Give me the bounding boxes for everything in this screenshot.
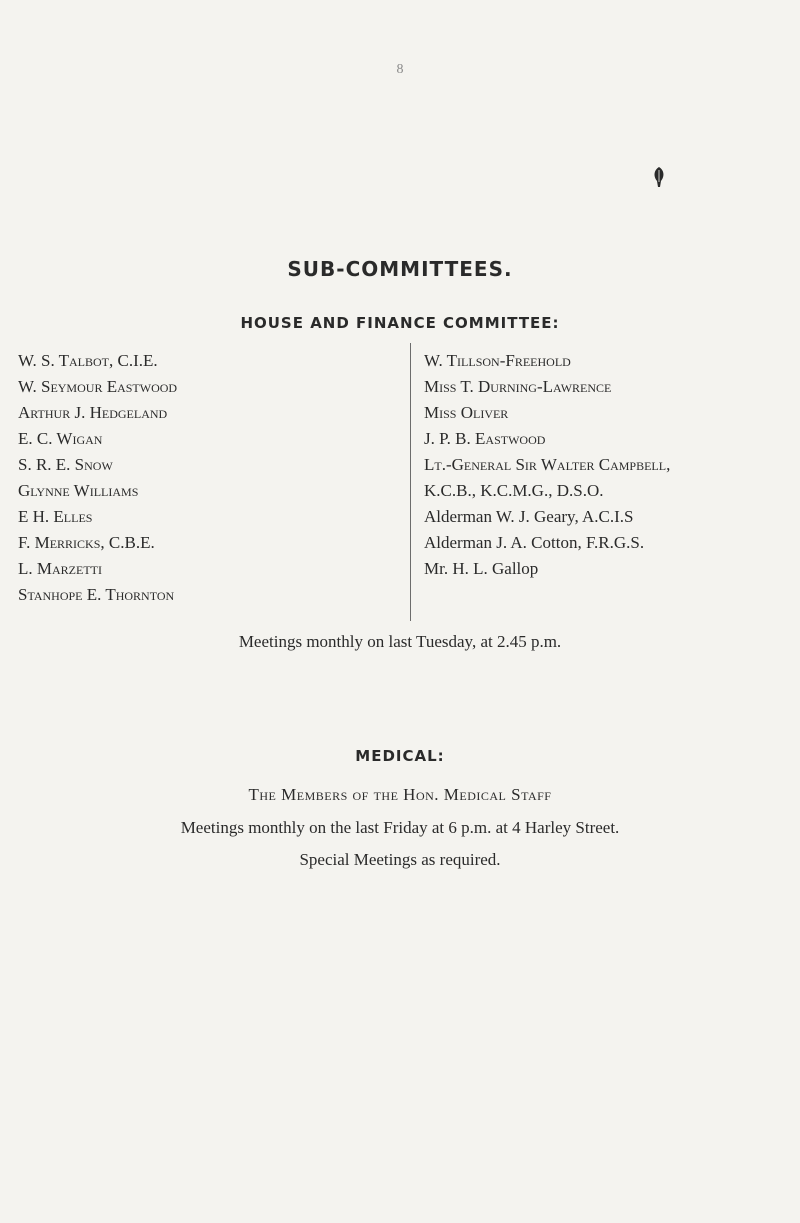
house-finance-heading: HOUSE AND FINANCE COMMITTEE: [240, 314, 560, 332]
member-name: J. P. B. Eastwood [424, 429, 546, 448]
member-name: Glynne Williams [18, 481, 139, 500]
member-name: F. Merricks, C.B.E. [18, 533, 155, 552]
page-number: 8 [396, 62, 404, 77]
member-name: Mr. H. L. Gallop [424, 559, 539, 578]
member-name: E H. Elles [18, 507, 93, 526]
member-name: Arthur J. Hedgeland [18, 403, 168, 422]
member-name: E. C. Wigan [18, 429, 103, 448]
page-title: SUB-COMMITTEES. [287, 257, 513, 281]
member-name: Alderman J. A. Cotton, F.R.G.S. [424, 533, 645, 552]
member-name: W. Seymour Eastwood [18, 377, 178, 396]
member-name: Lt.-General Sir Walter Campbell, [424, 455, 671, 474]
member-name: Stanhope E. Thornton [18, 585, 175, 604]
medical-heading: MEDICAL: [355, 747, 445, 765]
leaf-ornament-icon [652, 166, 666, 188]
member-name: S. R. E. Snow [18, 455, 113, 474]
member-name: Miss T. Durning-Lawrence [424, 377, 612, 396]
member-name: Miss Oliver [424, 403, 509, 422]
medical-special-meetings: Special Meetings as required. [299, 850, 501, 869]
house-finance-left-column [18, 348, 177, 608]
medical-staff-line: The Members of the Hon. Medical Staff [248, 785, 552, 804]
member-name: W. S. Talbot, C.I.E. [18, 351, 158, 370]
medical-meetings: Meetings monthly on the last Friday at 6 p.m. at 4 Harley Street. [180, 818, 620, 837]
member-name: W. Tillson-Freehold [424, 351, 571, 370]
member-name: Alderman W. J. Geary, A.C.I.S [424, 507, 634, 526]
member-name: K.C.B., K.C.M.G., D.S.O. [424, 481, 604, 500]
column-divider [410, 343, 411, 621]
member-name: L. Marzetti [18, 559, 102, 578]
house-finance-meetings: Meetings monthly on last Tuesday, at 2.45 p.m. [238, 632, 562, 651]
house-finance-right-column [424, 348, 670, 582]
